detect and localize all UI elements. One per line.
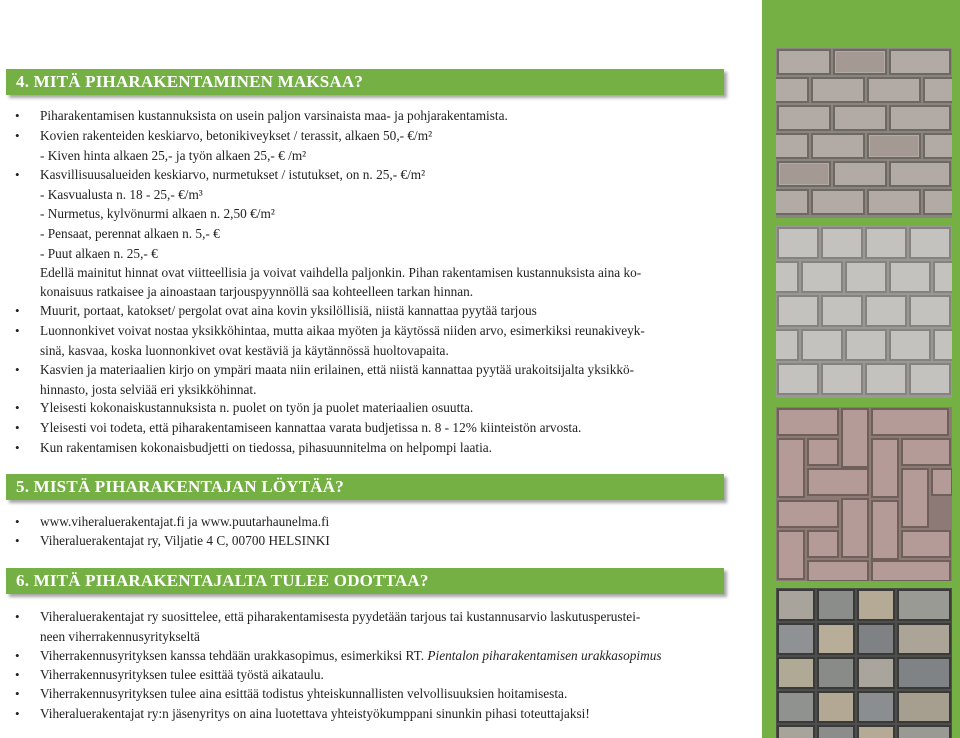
s4-line-2: Kovien rakenteiden keskiarvo, betonikiveykset / terassit, alkaen 50,- €/m² (40, 128, 433, 143)
bullet-icon: • (15, 420, 20, 435)
bullet-icon: • (15, 609, 20, 624)
s4-line-7: - Pensaat, perennat alkaen n. 5,- € (40, 226, 220, 241)
bullet-icon: • (15, 686, 20, 701)
s4-line-16: Yleisesti kokonaiskustannuksista n. puolet on työn ja puolet materiaalien osuutta. (40, 400, 474, 415)
s4-line-4: Kasvillisuusalueiden keskiarvo, nurmetukset / istutukset, on n. 25,- €/m² (40, 167, 426, 182)
s4-line-8: - Puut alkaen n. 25,- € (40, 246, 158, 261)
bullet-icon: • (15, 108, 20, 123)
s4-line-3: - Kiven hinta alkaen 25,- ja työn alkaen 25,- € /m² (40, 148, 307, 163)
bullet-icon: • (15, 440, 20, 455)
s6-line-4: Viherrakennusyrityksen tulee esittää työstä aikataulu. (40, 667, 324, 682)
s4-line-14: Kasvien ja materiaalien kirjo on ympäri maata niin erilainen, että niistä kannattaa pyytää urakoitsijalta yksikkö- (40, 362, 635, 377)
s4-line-1: Piharakentamisen kustannuksista on usein paljon varsinaista maa- ja pohjarakentamista. (40, 108, 508, 123)
s4-line-11: Muurit, portaat, katokset/ pergolat ovat aina kovin yksilöllisiä, niistä kannattaa pyytää tarjous (40, 303, 537, 318)
paving-photo-granite-setts (776, 588, 952, 738)
paving-photo-grey-bricks (776, 48, 952, 218)
s4-line-13: sinä, kasvaa, koska luonnonkivet ovat kestäviä ja käytännössä huoltovapaita. (40, 343, 449, 358)
s6-line-3-text: Viherrakennusyrityksen kanssa tehdään urakkasopimus, esimerkiksi RT. (40, 648, 425, 663)
section-6-heading: 6. MITÄ PIHARAKENTAJALTA TULEE ODOTTAA? (6, 568, 724, 594)
section-4-heading: 4. MITÄ PIHARAKENTAMINEN MAKSAA? (6, 69, 724, 95)
s4-line-5: - Kasvualusta n. 18 - 25,- €/m³ (40, 187, 203, 202)
bullet-icon: • (15, 303, 20, 318)
bullet-icon: • (15, 648, 20, 663)
s4-line-17: Yleisesti voi todeta, että piharakentamiseen kannattaa varata budjetissa n. 8 - 12% kiinteistön arvosta. (40, 420, 582, 435)
s6-line-6: Viheraluerakentajat ry:n jäsenyritys on aina luotettava yhteistyökumppani sinunkin pihasi toteuttajaksi! (40, 706, 590, 721)
bullet-icon: • (15, 167, 20, 182)
bullet-icon: • (15, 323, 20, 338)
s4-line-18: Kun rakentamisen kokonaisbudjetti on tiedossa, pihasuunnitelma on helpompi laatia. (40, 440, 493, 455)
s6-line-2: neen viherrakennusyritykseltä (40, 629, 200, 644)
section-5-heading: 5. MISTÄ PIHARAKENTAJAN LÖYTÄÄ? (6, 474, 724, 500)
s4-line-9: Edellä mainitut hinnat ovat viitteellisia ja voivat vaihdella paljonkin. Pihan rakentamisen kustannuksista aina ko- (40, 265, 642, 280)
bullet-icon: • (15, 128, 20, 143)
bullet-icon: • (15, 362, 20, 377)
bullet-icon: • (15, 533, 20, 548)
bullet-icon: • (15, 514, 20, 529)
s4-line-6: - Nurmetus, kylvönurmi alkaen n. 2,50 €/m² (40, 206, 275, 221)
s4-line-15: hinnasto, josta selviää eri yksikköhinnat. (40, 382, 257, 397)
s6-line-3 (40, 648, 662, 664)
bullet-icon: • (15, 667, 20, 682)
bullet-icon: • (15, 400, 20, 415)
s6-line-5: Viherrakennusyrityksen tulee aina esittää todistus yhteiskunnallisten velvollisuuksien hoitamisesta. (40, 686, 568, 701)
bullet-icon: • (15, 706, 20, 721)
s5-link-line[interactable]: www.viheraluerakentajat.fi ja www.puutarhaunelma.fi (40, 514, 330, 529)
s4-line-12: Luonnonkivet voivat nostaa yksikköhintaa, mutta aikaa myöten ja käytössä niiden arvo, esimerkiksi reunakiveyk- (40, 323, 645, 338)
paving-photo-light-cobbles (776, 226, 952, 398)
paving-photo-red-herringbone (776, 407, 952, 581)
s5-address-line: Viheraluerakentajat ry, Viljatie 4 C, 00700 HELSINKI (40, 533, 330, 548)
s6-contract-title: Pientalon piharakentamisen urakkasopimus (427, 648, 662, 663)
s4-line-10: konaisuus ratkaisee ja ainoastaan tarjouspyynnöllä saa kohteelleen tarkan hinnan. (40, 284, 474, 299)
s6-line-1: Viheraluerakentajat ry suosittelee, että piharakentamisesta pyydetään tarjous tai kustannusarvio laskutusperustei- (40, 609, 641, 624)
